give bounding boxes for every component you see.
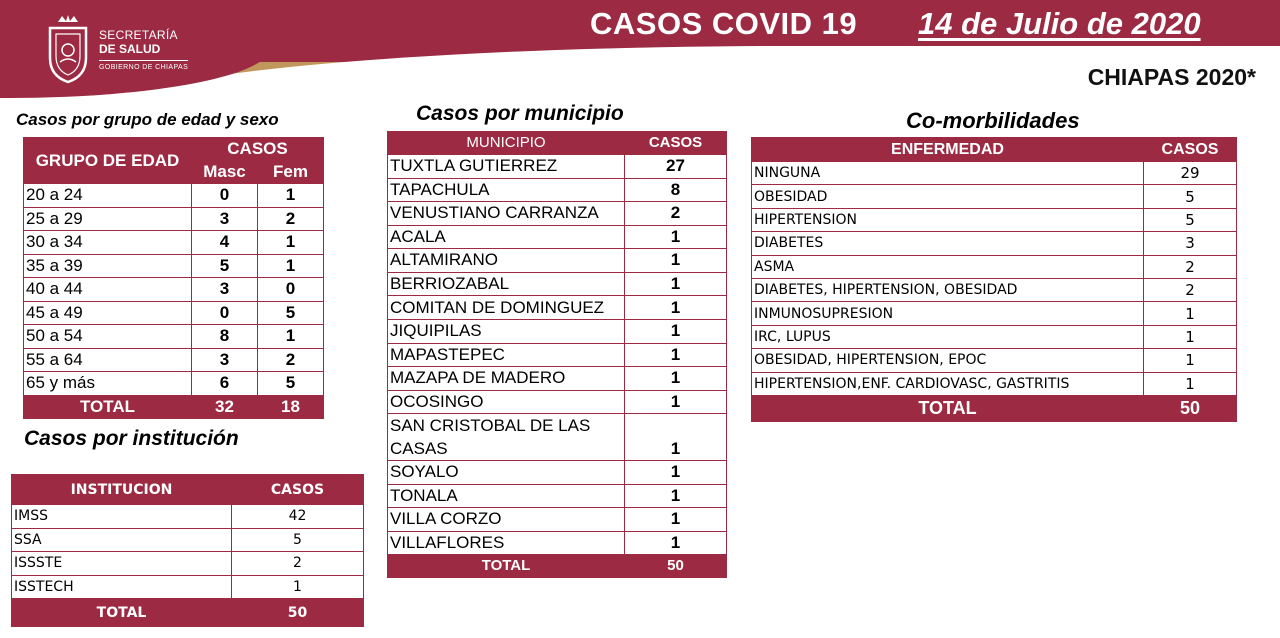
municipio-cases: 1	[625, 484, 727, 508]
total-fem: 18	[258, 395, 324, 419]
table-row	[24, 325, 324, 349]
age-group: 35 a 39	[24, 254, 192, 278]
age-group: 30 a 34	[24, 231, 192, 255]
table-row	[752, 278, 1237, 301]
municipio-cases: 1	[625, 414, 727, 461]
institution-table	[11, 474, 364, 627]
header-fem: Fem	[258, 161, 324, 184]
report-title: CASOS COVID 19	[590, 6, 858, 41]
municipio-name: JIQUIPILAS	[388, 320, 625, 344]
table-row	[12, 552, 364, 576]
fem-count: 0	[258, 278, 324, 302]
comorbidity-table	[751, 137, 1237, 422]
masc-count: 4	[192, 231, 258, 255]
table-row	[752, 232, 1237, 255]
disease-name: INMUNOSUPRESION	[752, 302, 1144, 325]
age-group: 55 a 64	[24, 348, 192, 372]
disease-cases: 3	[1144, 232, 1237, 255]
municipio-cases: 1	[625, 343, 727, 367]
municipio-name: VILLA CORZO	[388, 508, 625, 532]
municipio-name: VILLAFLORES	[388, 531, 625, 555]
disease-name: HIPERTENSION	[752, 208, 1144, 231]
table-row	[388, 367, 727, 391]
header-cases: CASOS	[192, 138, 324, 161]
table-row	[752, 208, 1237, 231]
total-label: TOTAL	[388, 555, 625, 578]
disease-cases: 2	[1144, 255, 1237, 278]
table-row	[752, 162, 1237, 185]
masc-count: 0	[192, 184, 258, 208]
disease-name: OBESIDAD, HIPERTENSION, EPOC	[752, 349, 1144, 372]
municipio-cases: 1	[625, 390, 727, 414]
age-group: 65 y más	[24, 372, 192, 396]
municipio-cases: 8	[625, 178, 727, 202]
table-row	[388, 296, 727, 320]
disease-name: DIABETES, HIPERTENSION, OBESIDAD	[752, 278, 1144, 301]
disease-cases: 5	[1144, 185, 1237, 208]
fem-count: 5	[258, 301, 324, 325]
header-cases: CASOS	[625, 132, 727, 155]
table-header-row	[24, 138, 324, 161]
disease-cases: 1	[1144, 302, 1237, 325]
table-row	[388, 414, 727, 461]
municipio-cases: 1	[625, 296, 727, 320]
org-line-2: DE SALUD	[99, 42, 161, 56]
age-group: 20 a 24	[24, 184, 192, 208]
institution-name: SSA	[12, 528, 232, 552]
institution-cases: 2	[232, 552, 364, 576]
municipio-name: BERRIOZABAL	[388, 272, 625, 296]
table-row	[388, 461, 727, 485]
fem-count: 1	[258, 254, 324, 278]
disease-cases: 1	[1144, 349, 1237, 372]
table-row	[388, 390, 727, 414]
comorbidity-section-title: Co-morbilidades	[906, 108, 1080, 133]
disease-cases: 1	[1144, 372, 1237, 395]
disease-name: OBESIDAD	[752, 185, 1144, 208]
table-header-row	[752, 138, 1237, 162]
table-row	[388, 343, 727, 367]
municipio-name: ALTAMIRANO	[388, 249, 625, 273]
fem-count: 2	[258, 348, 324, 372]
header-disease: ENFERMEDAD	[752, 138, 1144, 162]
municipio-name: MAZAPA DE MADERO	[388, 367, 625, 391]
header-institution: INSTITUCION	[12, 475, 232, 505]
table-row	[24, 207, 324, 231]
table-row	[388, 272, 727, 296]
masc-count: 6	[192, 372, 258, 396]
table-row	[24, 348, 324, 372]
table-row	[388, 320, 727, 344]
institution-cases: 1	[232, 575, 364, 599]
table-row	[752, 302, 1237, 325]
table-row	[752, 372, 1237, 395]
disease-name: ASMA	[752, 255, 1144, 278]
institution-cases: 42	[232, 505, 364, 529]
municipio-cases: 1	[625, 225, 727, 249]
municipio-cases: 1	[625, 461, 727, 485]
municipio-name: ACALA	[388, 225, 625, 249]
municipio-name: SOYALO	[388, 461, 625, 485]
institution-cases: 5	[232, 528, 364, 552]
total-row	[388, 555, 727, 578]
municipio-cases: 1	[625, 320, 727, 344]
masc-count: 5	[192, 254, 258, 278]
total-cases: 50	[232, 599, 364, 627]
age-group: 50 a 54	[24, 325, 192, 349]
fem-count: 1	[258, 231, 324, 255]
municipio-name: MAPASTEPEC	[388, 343, 625, 367]
total-label: TOTAL	[24, 395, 192, 419]
coat-of-arms-icon	[44, 14, 92, 84]
municipio-name: COMITAN DE DOMINGUEZ	[388, 296, 625, 320]
municipio-cases: 27	[625, 155, 727, 179]
table-row	[388, 225, 727, 249]
institution-name: IMSS	[12, 505, 232, 529]
table-row	[24, 231, 324, 255]
header-age-group: GRUPO DE EDAD	[24, 138, 192, 184]
table-header-row	[388, 132, 727, 155]
total-cases: 50	[1144, 395, 1237, 421]
institution-name: ISSTECH	[12, 575, 232, 599]
municipio-name: VENUSTIANO CARRANZA	[388, 202, 625, 226]
disease-cases: 1	[1144, 325, 1237, 348]
table-row	[752, 255, 1237, 278]
org-logo-text	[99, 28, 188, 71]
table-row	[388, 202, 727, 226]
table-row	[24, 301, 324, 325]
municipio-cases: 1	[625, 272, 727, 296]
total-label: TOTAL	[12, 599, 232, 627]
fem-count: 1	[258, 184, 324, 208]
table-row	[388, 178, 727, 202]
report-region: CHIAPAS 2020*	[1087, 64, 1256, 90]
table-row	[24, 372, 324, 396]
municipio-cases: 2	[625, 202, 727, 226]
disease-name: HIPERTENSION,ENF. CARDIOVASC, GASTRITIS	[752, 372, 1144, 395]
total-row	[24, 395, 324, 419]
table-row	[388, 249, 727, 273]
disease-name: DIABETES	[752, 232, 1144, 255]
institution-name: ISSSTE	[12, 552, 232, 576]
age-group: 45 a 49	[24, 301, 192, 325]
municipio-table	[387, 131, 727, 578]
table-row	[388, 531, 727, 555]
disease-cases: 29	[1144, 162, 1237, 185]
total-row	[12, 599, 364, 627]
table-row	[24, 254, 324, 278]
total-masc: 32	[192, 395, 258, 419]
municipio-name: TAPACHULA	[388, 178, 625, 202]
municipio-cases: 1	[625, 249, 727, 273]
table-row	[24, 184, 324, 208]
table-row	[12, 528, 364, 552]
disease-cases: 5	[1144, 208, 1237, 231]
masc-count: 3	[192, 278, 258, 302]
report-date: 14 de Julio de 2020	[918, 6, 1201, 41]
municipio-cases: 1	[625, 531, 727, 555]
municipio-cases: 1	[625, 367, 727, 391]
table-row	[12, 505, 364, 529]
table-header-row	[12, 475, 364, 505]
age-sex-table	[23, 137, 324, 419]
disease-name: IRC, LUPUS	[752, 325, 1144, 348]
table-row	[388, 155, 727, 179]
masc-count: 0	[192, 301, 258, 325]
total-label: TOTAL	[752, 395, 1144, 421]
municipio-name: TONALA	[388, 484, 625, 508]
municipio-name: TUXTLA GUTIERREZ	[388, 155, 625, 179]
municipio-name: OCOSINGO	[388, 390, 625, 414]
table-row	[12, 575, 364, 599]
masc-count: 8	[192, 325, 258, 349]
header-cases: CASOS	[232, 475, 364, 505]
header-masc: Masc	[192, 161, 258, 184]
total-cases: 50	[625, 555, 727, 578]
municipio-section-title: Casos por municipio	[416, 102, 624, 125]
municipio-cases: 1	[625, 508, 727, 532]
institution-section-title: Casos por institución	[24, 427, 239, 450]
table-row	[752, 349, 1237, 372]
table-row	[752, 185, 1237, 208]
table-row	[752, 325, 1237, 348]
disease-cases: 2	[1144, 278, 1237, 301]
fem-count: 5	[258, 372, 324, 396]
org-line-1: SECRETARÍA	[99, 28, 178, 42]
fem-count: 2	[258, 207, 324, 231]
table-row	[388, 484, 727, 508]
age-section-title: Casos por grupo de edad y sexo	[16, 110, 279, 129]
age-group: 40 a 44	[24, 278, 192, 302]
masc-count: 3	[192, 207, 258, 231]
org-line-3: GOBIERNO DE CHIAPAS	[99, 60, 188, 71]
age-group: 25 a 29	[24, 207, 192, 231]
table-row	[388, 508, 727, 532]
disease-name: NINGUNA	[752, 162, 1144, 185]
fem-count: 1	[258, 325, 324, 349]
municipio-name: SAN CRISTOBAL DE LAS CASAS	[388, 414, 625, 461]
header-cases: CASOS	[1144, 138, 1237, 162]
total-row	[752, 395, 1237, 421]
table-row	[24, 278, 324, 302]
masc-count: 3	[192, 348, 258, 372]
header-municipio: MUNICIPIO	[388, 132, 625, 155]
